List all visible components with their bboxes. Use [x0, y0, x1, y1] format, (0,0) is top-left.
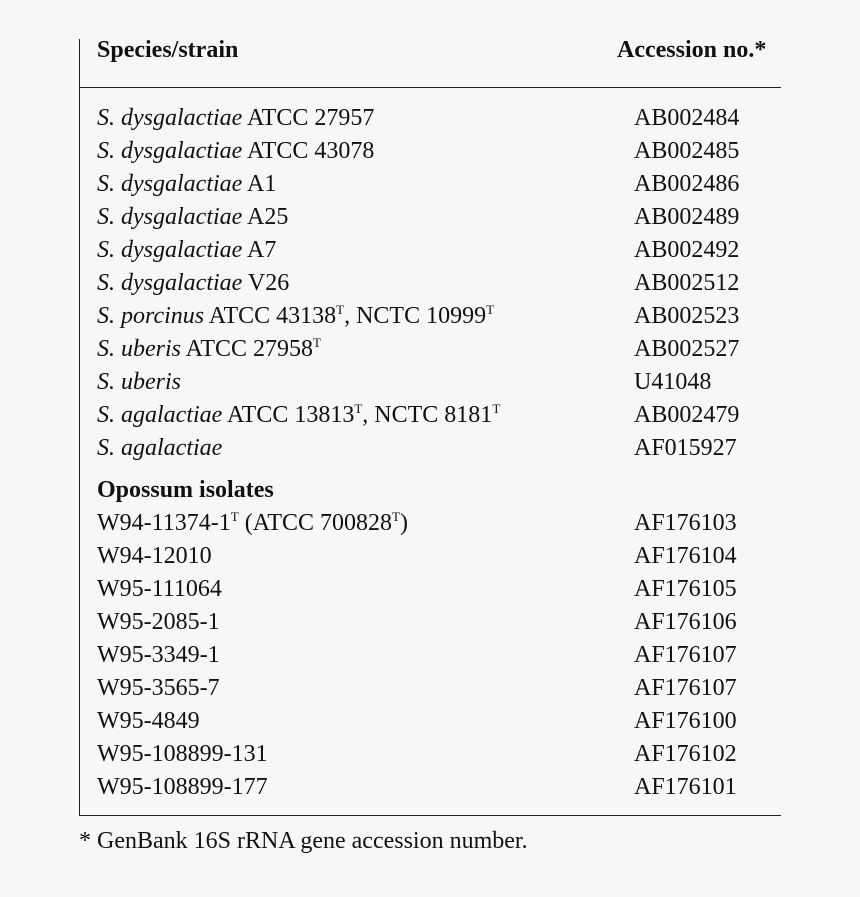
- species-cell: [97, 300, 494, 335]
- table-row: [97, 606, 777, 639]
- species-cell: [97, 267, 289, 300]
- type-strain-mark: T: [492, 401, 501, 416]
- accession-cell: AB002484: [634, 105, 740, 131]
- accession-cell: AB002479: [634, 402, 740, 428]
- species-name: S. dysgalactiae: [97, 105, 243, 131]
- strain-cell: [97, 507, 408, 542]
- species-name: S. dysgalactiae: [97, 270, 243, 296]
- accession-cell: AF176104: [634, 543, 737, 569]
- species-cell: [97, 102, 374, 135]
- strain-text: ATCC 13813: [222, 402, 355, 428]
- species-name: S. dysgalactiae: [97, 171, 243, 197]
- reference-rows: [97, 102, 777, 465]
- table-row: [97, 234, 777, 267]
- accession-cell: AF176101: [634, 774, 737, 800]
- strain-text-3: ): [400, 510, 408, 536]
- strain-text: A1: [242, 171, 277, 197]
- table-row: [97, 705, 777, 738]
- strain-text: V26: [242, 270, 290, 296]
- species-column-header: Species/strain: [97, 37, 239, 63]
- strain-text: ATCC 27958: [181, 336, 314, 362]
- species-name: S. uberis: [97, 369, 181, 395]
- table-row: [97, 102, 777, 135]
- table-row: [97, 573, 777, 606]
- strain-text: ATCC 27957: [242, 105, 375, 131]
- table-row: [97, 399, 777, 432]
- table-row: [97, 771, 777, 804]
- strain-text: ATCC 43138: [204, 303, 337, 329]
- strain-text: ATCC 43078: [242, 138, 375, 164]
- type-strain-mark: T: [336, 302, 345, 317]
- strain-text: A7: [242, 237, 277, 263]
- table-row: [97, 540, 777, 573]
- accession-cell: AF015927: [634, 435, 737, 461]
- accession-cell: AF176107: [634, 642, 737, 668]
- accession-cell: AF176102: [634, 741, 737, 767]
- species-cell: [97, 234, 276, 267]
- table-row: [97, 267, 777, 300]
- strain-cell: W95-3565-7: [97, 675, 220, 701]
- table-row: [97, 333, 777, 366]
- table-row: [97, 507, 777, 540]
- type-strain-mark: T: [230, 509, 239, 524]
- strain-cell: W95-108899-131: [97, 741, 268, 767]
- strain-cell: W95-108899-177: [97, 774, 268, 800]
- strain-text: W94-11374-1: [97, 510, 231, 536]
- table-footnote: * GenBank 16S rRNA gene accession number.: [79, 828, 528, 854]
- accession-cell: AB002485: [634, 138, 740, 164]
- type-strain-mark: T: [354, 401, 363, 416]
- accession-cell: AF176103: [634, 510, 737, 536]
- strain-text: A25: [242, 204, 289, 230]
- accession-cell: AB002523: [634, 303, 740, 329]
- species-name: S. porcinus: [97, 303, 205, 329]
- strain-cell: W95-4849: [97, 708, 200, 734]
- accession-cell: U41048: [634, 369, 712, 395]
- species-name: S. dysgalactiae: [97, 237, 243, 263]
- species-cell: [97, 432, 222, 465]
- isolate-rows: [97, 507, 777, 804]
- strain-text-2: , NCTC 8181: [362, 402, 493, 428]
- species-name: S. uberis: [97, 336, 181, 362]
- type-strain-mark: T: [486, 302, 495, 317]
- accession-cell: AF176107: [634, 675, 737, 701]
- accession-cell: AB002489: [634, 204, 740, 230]
- table-row: [97, 366, 777, 399]
- species-name: S. agalactiae: [97, 435, 223, 461]
- accession-cell: AB002492: [634, 237, 740, 263]
- accession-cell: AF176100: [634, 708, 737, 734]
- species-cell: [97, 168, 276, 201]
- species-cell: [97, 201, 288, 234]
- species-cell: [97, 135, 374, 168]
- accession-cell: AB002527: [634, 336, 740, 362]
- species-name: S. agalactiae: [97, 402, 223, 428]
- strain-cell: W94-12010: [97, 543, 212, 569]
- accession-cell: AB002486: [634, 171, 740, 197]
- accession-cell: AF176106: [634, 609, 737, 635]
- species-name: S. dysgalactiae: [97, 204, 243, 230]
- accession-column-header: Accession no.*: [617, 37, 767, 63]
- type-strain-mark: T: [392, 509, 400, 524]
- header-rule: [79, 87, 781, 88]
- type-strain-mark: T: [313, 335, 321, 350]
- strain-text-2: , NCTC 10999: [344, 303, 487, 329]
- accession-cell: AB002512: [634, 270, 740, 296]
- strain-text-2: (ATCC 700828: [238, 510, 393, 536]
- table-row: [97, 300, 777, 333]
- table-row: [97, 432, 777, 465]
- species-cell: [97, 366, 181, 399]
- table-row: [97, 738, 777, 771]
- table-row: [97, 135, 777, 168]
- strain-cell: W95-3349-1: [97, 642, 220, 668]
- species-name: S. dysgalactiae: [97, 138, 243, 164]
- table-row: [97, 168, 777, 201]
- accession-cell: AF176105: [634, 576, 737, 602]
- species-cell: [97, 333, 321, 368]
- section-heading-opossum-isolates: Opossum isolates: [97, 477, 274, 503]
- species-cell: [97, 399, 500, 434]
- table-row: [97, 672, 777, 705]
- strain-cell: W95-111064: [97, 576, 222, 602]
- table-row: [97, 639, 777, 672]
- table-row: [97, 201, 777, 234]
- strain-cell: W95-2085-1: [97, 609, 220, 635]
